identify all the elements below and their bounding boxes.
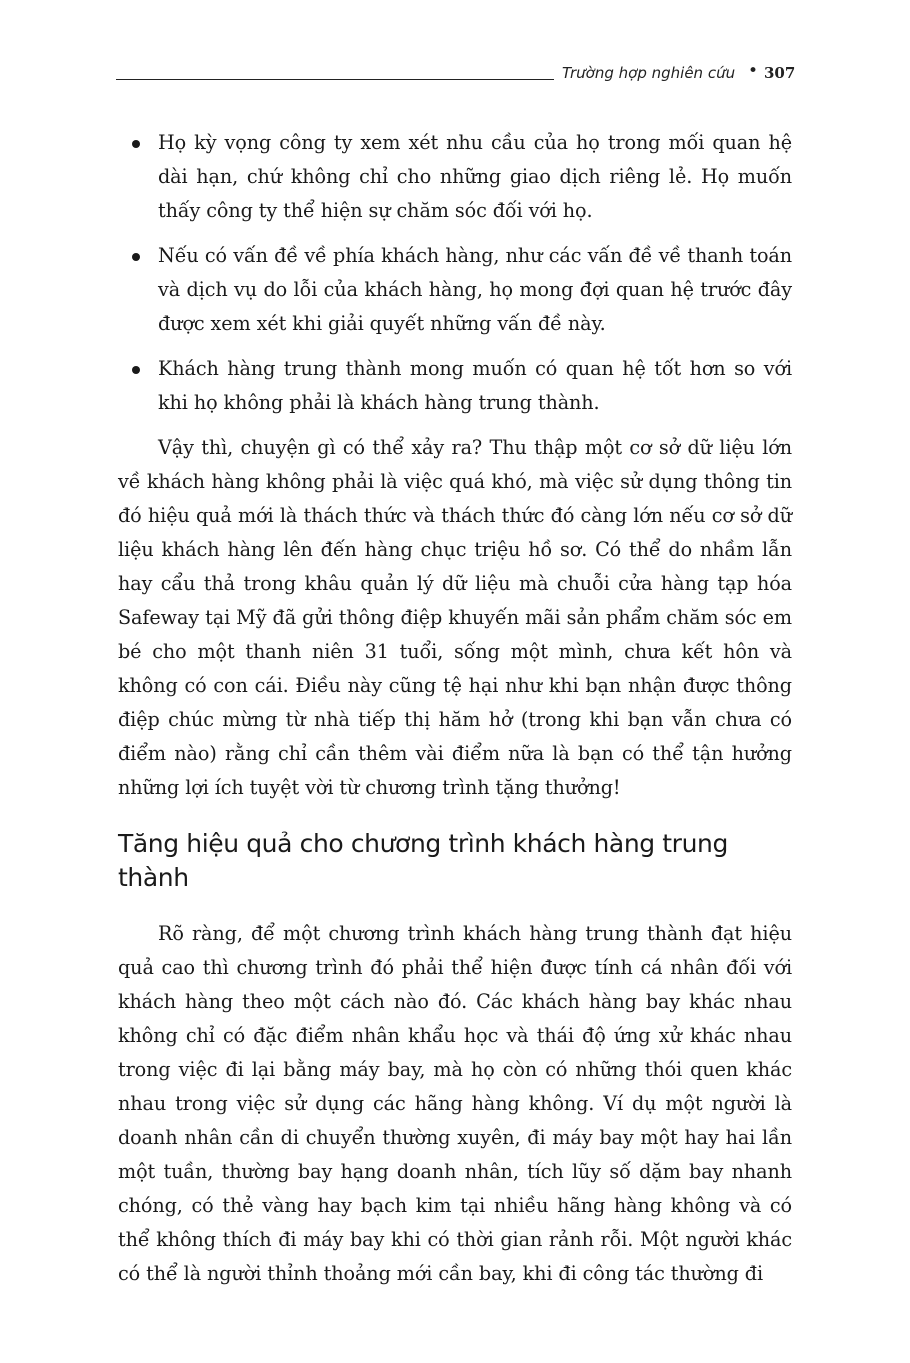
section-heading: Tăng hiệu quả cho chương trình khách hàng trung thành: [118, 829, 728, 892]
bullet-text: Nếu có vấn đề về phía khách hàng, như các vấn đề về thanh toán và dịch vụ do lỗi của khách hàng, họ mong đợi quan hệ trước đây được xem xét khi giải quyết những vấn đề này.: [158, 244, 792, 335]
running-header: [116, 58, 800, 88]
header-separator: •: [748, 61, 759, 81]
bullet-item: [118, 352, 792, 420]
bullet-text: Khách hàng trung thành mong muốn có quan hệ tốt hơn so với khi họ không phải là khách hàng trung thành.: [158, 357, 792, 414]
header-rule: [116, 79, 554, 80]
bullet-item: [118, 239, 792, 341]
bullet-item: [118, 126, 792, 228]
running-title: Trường hợp nghiên cứu: [562, 64, 736, 82]
bullet-icon: [132, 140, 140, 148]
page-body: [118, 126, 792, 1291]
bullet-list: [118, 126, 792, 420]
bullet-text: Họ kỳ vọng công ty xem xét nhu cầu của họ trong mối quan hệ dài hạn, chứ không chỉ cho những giao dịch riêng lẻ. Họ muốn thấy công ty thể hiện sự chăm sóc đối với họ.: [158, 131, 792, 222]
bullet-icon: [132, 366, 140, 374]
body-paragraph: Vậy thì, chuyện gì có thể xảy ra? Thu thập một cơ sở dữ liệu lớn về khách hàng không phải là việc quá khó, mà việc sử dụng thông tin đó hiệu quả mới là thách thức và thách thức đó càng lớn nếu cơ sở dữ liệu khách hàng lên đến hàng chục triệu hồ sơ. Có thể do nhầm lẫn hay cẩu thả trong khâu quản lý dữ liệu mà chuỗi cửa hàng tạp hóa Safeway tại Mỹ đã gửi thông điệp khuyến mãi sản phẩm chăm sóc em bé cho một thanh niên 31 tuổi, sống một mình, chưa kết hôn và không có con cái. Điều này cũng tệ hại như khi bạn nhận được thông điệp chúc mừng từ nhà tiếp thị hăm hở (trong khi bạn vẫn chưa có điểm nào) rằng chỉ cần thêm vài điểm nữa là bạn có thể tận hưởng những lợi ích tuyệt vời từ chương trình tặng thưởng!: [118, 436, 792, 799]
body-paragraph: Rõ ràng, để một chương trình khách hàng trung thành đạt hiệu quả cao thì chương trình đó phải thể hiện được tính cá nhân đối với khách hàng theo một cách nào đó. Các khách hàng bay khác nhau không chỉ có đặc điểm nhân khẩu học và thái độ ứng xử khác nhau trong việc đi lại bằng máy bay, mà họ còn có những thói quen khác nhau trong việc sử dụng các hãng hàng không. Ví dụ một người là doanh nhân cần di chuyển thường xuyên, đi máy bay một hay hai lần một tuần, thường bay hạng doanh nhân, tích lũy số dặm bay nhanh chóng, có thẻ vàng hay bạch kim tại nhiều hãng hàng không và có thể không thích đi máy bay khi có thời gian rảnh rỗi. Một người khác có thể là người thỉnh thoảng mới cần bay, khi đi công tác thường đi: [118, 922, 792, 1285]
page-number: 307: [764, 64, 796, 82]
bullet-icon: [132, 253, 140, 261]
